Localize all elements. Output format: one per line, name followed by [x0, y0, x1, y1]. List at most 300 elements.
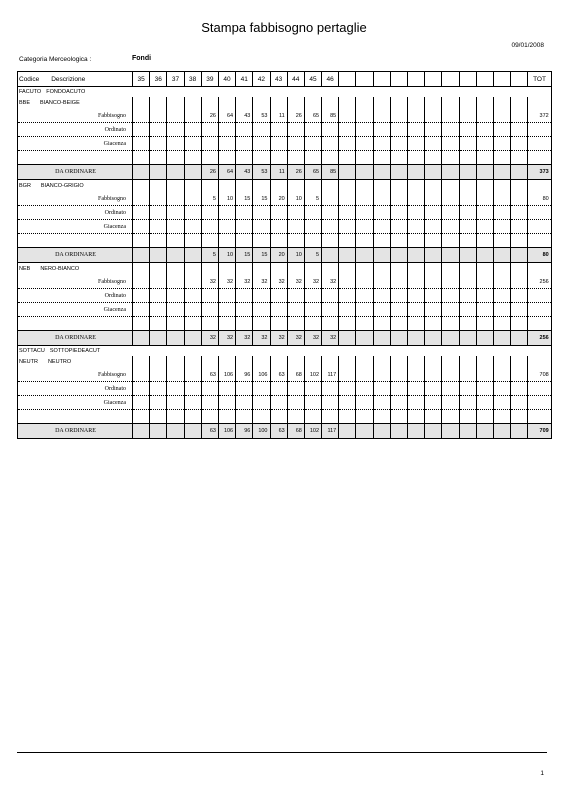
empty-size-header: [425, 72, 442, 87]
empty-cell: [408, 317, 425, 331]
empty-cell: [408, 151, 425, 165]
empty-cell: [459, 248, 476, 263]
empty-cell: [459, 137, 476, 151]
qty-cell: [287, 220, 304, 234]
qty-cell: 65: [304, 109, 321, 123]
empty-cell: [442, 382, 459, 396]
qty-cell: [270, 410, 287, 424]
empty-cell: [339, 248, 356, 263]
qty-cell: [184, 151, 201, 165]
empty-cell: [339, 368, 356, 382]
qty-cell: 32: [287, 275, 304, 289]
qty-cell: [236, 151, 253, 165]
report-date: 09/01/2008: [511, 42, 544, 49]
qty-cell: [167, 220, 184, 234]
measure-row: [18, 192, 552, 206]
empty-cell: [339, 331, 356, 346]
empty-cell: [425, 424, 442, 439]
qty-cell: 32: [218, 331, 235, 346]
qty-cell: 20: [270, 248, 287, 263]
empty-size-header: [476, 72, 493, 87]
qty-cell: [133, 151, 150, 165]
qty-cell: [150, 317, 167, 331]
empty-cell: [408, 248, 425, 263]
qty-cell: [304, 137, 321, 151]
empty-cell: [493, 165, 510, 180]
qty-cell: [270, 263, 287, 276]
empty-cell: [476, 220, 493, 234]
qty-cell: [270, 234, 287, 248]
empty-cell: [476, 289, 493, 303]
spacer-row: [18, 410, 552, 424]
empty-size-header: [373, 72, 390, 87]
empty-cell: [425, 263, 442, 276]
qty-cell: 5: [201, 248, 218, 263]
qty-cell: [167, 424, 184, 439]
empty-cell: [339, 151, 356, 165]
order-total-label: DA ORDINARE: [18, 165, 133, 180]
empty-cell: [493, 137, 510, 151]
row-total: [528, 206, 551, 220]
qty-cell: 32: [270, 275, 287, 289]
qty-cell: 32: [201, 331, 218, 346]
empty-cell: [390, 331, 407, 346]
empty-cell: [373, 180, 390, 193]
empty-cell: [339, 410, 356, 424]
empty-cell: [373, 123, 390, 137]
empty-cell: [476, 382, 493, 396]
empty-cell: [425, 317, 442, 331]
empty-cell: [476, 180, 493, 193]
empty-cell: [425, 123, 442, 137]
empty-cell: [442, 123, 459, 137]
size-header: 40: [218, 72, 235, 87]
qty-cell: [253, 137, 270, 151]
size-header: 42: [253, 72, 270, 87]
empty-cell: [373, 396, 390, 410]
empty-cell: [476, 165, 493, 180]
qty-cell: [184, 97, 201, 109]
empty-cell: [476, 234, 493, 248]
qty-cell: 96: [236, 368, 253, 382]
qty-cell: [150, 206, 167, 220]
qty-cell: 32: [322, 331, 339, 346]
empty-cell: [373, 331, 390, 346]
header-row: [18, 72, 552, 87]
spacer-label: [18, 317, 133, 331]
empty-cell: [476, 151, 493, 165]
qty-cell: [201, 234, 218, 248]
qty-cell: [304, 382, 321, 396]
empty-cell: [425, 356, 442, 368]
header-code-desc: [18, 72, 133, 87]
article-name: BIANCO-GRIGIO: [40, 183, 84, 189]
empty-cell: [339, 220, 356, 234]
empty-cell: [476, 123, 493, 137]
qty-cell: [218, 137, 235, 151]
qty-cell: [322, 303, 339, 317]
qty-cell: [167, 368, 184, 382]
qty-cell: [150, 275, 167, 289]
qty-cell: 102: [304, 424, 321, 439]
qty-cell: [270, 137, 287, 151]
qty-cell: [287, 289, 304, 303]
qty-cell: 100: [253, 424, 270, 439]
qty-cell: [270, 303, 287, 317]
spacer-label: [18, 151, 133, 165]
empty-cell: [493, 123, 510, 137]
qty-cell: [184, 382, 201, 396]
empty-cell: [373, 303, 390, 317]
qty-cell: [167, 303, 184, 317]
article-name: NEUTRO: [47, 359, 72, 365]
qty-cell: 85: [322, 109, 339, 123]
empty-cell: [511, 303, 528, 317]
qty-cell: [270, 123, 287, 137]
empty-cell: [373, 220, 390, 234]
empty-cell: [459, 192, 476, 206]
qty-cell: [287, 234, 304, 248]
qty-cell: [304, 220, 321, 234]
qty-cell: [218, 180, 235, 193]
empty-cell: [390, 368, 407, 382]
group-code: SOTTACU: [19, 348, 45, 354]
empty-cell: [356, 165, 373, 180]
qty-cell: [167, 137, 184, 151]
group-label: [18, 346, 133, 357]
category-value: Fondi: [132, 55, 152, 62]
qty-cell: [201, 303, 218, 317]
empty-cell: [425, 368, 442, 382]
size-header: 46: [322, 72, 339, 87]
qty-cell: 102: [304, 368, 321, 382]
qty-cell: [184, 396, 201, 410]
qty-cell: [184, 137, 201, 151]
empty-cell: [493, 192, 510, 206]
empty-cell: [373, 165, 390, 180]
empty-cell: [356, 331, 373, 346]
empty-cell: [442, 317, 459, 331]
qty-cell: [167, 165, 184, 180]
article-code: BGR: [19, 183, 31, 189]
empty-cell: [390, 356, 407, 368]
empty-cell: [493, 303, 510, 317]
qty-cell: [150, 263, 167, 276]
empty-cell: [356, 410, 373, 424]
empty-size-header: [339, 72, 356, 87]
qty-cell: [322, 151, 339, 165]
empty-cell: [511, 180, 528, 193]
measure-row: [18, 275, 552, 289]
empty-cell: [442, 97, 459, 109]
empty-cell: [511, 289, 528, 303]
qty-cell: 26: [201, 109, 218, 123]
empty-cell: [511, 97, 528, 109]
qty-cell: [150, 123, 167, 137]
empty-cell: [408, 192, 425, 206]
empty-cell: [408, 368, 425, 382]
row-total: [528, 180, 551, 193]
qty-cell: 53: [253, 165, 270, 180]
qty-cell: [287, 151, 304, 165]
qty-cell: [287, 382, 304, 396]
empty-cell: [459, 151, 476, 165]
empty-cell: [356, 206, 373, 220]
empty-cell: [459, 263, 476, 276]
row-total: [528, 303, 551, 317]
qty-cell: [270, 382, 287, 396]
qty-cell: [184, 206, 201, 220]
article-row: [18, 97, 552, 109]
article-code: NEUTR: [19, 359, 38, 365]
qty-cell: [253, 303, 270, 317]
qty-cell: [322, 248, 339, 263]
qty-cell: [133, 263, 150, 276]
empty-cell: [373, 368, 390, 382]
row-total: 372: [528, 109, 551, 123]
qty-cell: [133, 368, 150, 382]
order-total-row: [18, 165, 552, 180]
article-label: [18, 263, 133, 276]
qty-cell: [270, 180, 287, 193]
qty-cell: [201, 151, 218, 165]
empty-cell: [390, 97, 407, 109]
size-header: 35: [133, 72, 150, 87]
empty-cell: [408, 180, 425, 193]
spacer-row: [18, 317, 552, 331]
qty-cell: [304, 206, 321, 220]
empty-cell: [390, 206, 407, 220]
qty-cell: [218, 356, 235, 368]
measure-label: Fabbisogno: [18, 109, 133, 123]
qty-cell: [322, 192, 339, 206]
qty-cell: [184, 368, 201, 382]
empty-cell: [476, 368, 493, 382]
empty-cell: [408, 331, 425, 346]
empty-cell: [390, 317, 407, 331]
qty-cell: 10: [287, 192, 304, 206]
qty-cell: [236, 180, 253, 193]
empty-cell: [493, 368, 510, 382]
row-total: [528, 137, 551, 151]
empty-cell: [493, 263, 510, 276]
empty-cell: [442, 109, 459, 123]
qty-cell: [201, 317, 218, 331]
empty-cell: [373, 275, 390, 289]
qty-cell: [150, 192, 167, 206]
qty-cell: [322, 234, 339, 248]
empty-cell: [339, 165, 356, 180]
qty-cell: [133, 97, 150, 109]
qty-cell: [133, 289, 150, 303]
qty-cell: [133, 410, 150, 424]
qty-cell: [150, 97, 167, 109]
empty-cell: [356, 234, 373, 248]
qty-cell: [253, 234, 270, 248]
qty-cell: [150, 109, 167, 123]
empty-cell: [373, 382, 390, 396]
empty-cell: [425, 192, 442, 206]
order-total-label: DA ORDINARE: [18, 248, 133, 263]
empty-cell: [511, 137, 528, 151]
empty-cell: [408, 289, 425, 303]
qty-cell: [304, 97, 321, 109]
row-total: [528, 151, 551, 165]
empty-cell: [442, 192, 459, 206]
qty-cell: [150, 356, 167, 368]
size-header: 36: [150, 72, 167, 87]
qty-cell: [133, 234, 150, 248]
row-total: [528, 410, 551, 424]
category-filter: [19, 55, 152, 63]
qty-cell: [133, 396, 150, 410]
empty-cell: [356, 220, 373, 234]
qty-cell: [322, 220, 339, 234]
empty-cell: [356, 356, 373, 368]
qty-cell: [133, 317, 150, 331]
empty-cell: [390, 303, 407, 317]
qty-cell: [270, 289, 287, 303]
qty-cell: [133, 275, 150, 289]
empty-cell: [339, 97, 356, 109]
qty-cell: 43: [236, 109, 253, 123]
measure-label: Ordinato: [18, 289, 133, 303]
qty-cell: [133, 424, 150, 439]
empty-cell: [390, 234, 407, 248]
article-label: [18, 356, 133, 368]
qty-cell: [184, 303, 201, 317]
qty-cell: 20: [270, 192, 287, 206]
order-total-row: [18, 424, 552, 439]
qty-cell: [236, 97, 253, 109]
empty-cell: [408, 303, 425, 317]
empty-cell: [339, 263, 356, 276]
qty-cell: 43: [236, 165, 253, 180]
empty-cell: [356, 137, 373, 151]
empty-cell: [339, 424, 356, 439]
measure-label: Fabbisogno: [18, 275, 133, 289]
empty-cell: [339, 396, 356, 410]
empty-cell: [442, 180, 459, 193]
report-title: Stampa fabbisogno pertaglie: [201, 20, 367, 35]
qty-cell: [150, 289, 167, 303]
empty-cell: [425, 248, 442, 263]
qty-cell: [270, 220, 287, 234]
empty-cell: [390, 165, 407, 180]
qty-cell: [304, 263, 321, 276]
qty-cell: [322, 396, 339, 410]
qty-cell: 68: [287, 368, 304, 382]
empty-cell: [511, 234, 528, 248]
qty-cell: [253, 97, 270, 109]
empty-cell: [356, 192, 373, 206]
qty-cell: [322, 263, 339, 276]
qty-cell: [167, 192, 184, 206]
qty-cell: 53: [253, 109, 270, 123]
empty-cell: [459, 424, 476, 439]
empty-cell: [459, 206, 476, 220]
empty-cell: [390, 410, 407, 424]
qty-cell: [270, 396, 287, 410]
qty-cell: [133, 303, 150, 317]
qty-cell: [167, 206, 184, 220]
empty-cell: [493, 151, 510, 165]
qty-cell: [236, 356, 253, 368]
qty-cell: [167, 317, 184, 331]
empty-cell: [442, 424, 459, 439]
empty-cell: [373, 97, 390, 109]
empty-cell: [356, 317, 373, 331]
empty-cell: [390, 424, 407, 439]
empty-cell: [459, 275, 476, 289]
empty-size-header: [408, 72, 425, 87]
qty-cell: [304, 180, 321, 193]
empty-cell: [373, 424, 390, 439]
row-total: 256: [528, 275, 551, 289]
empty-cell: [356, 396, 373, 410]
empty-size-header: [356, 72, 373, 87]
qty-cell: [287, 410, 304, 424]
empty-cell: [339, 123, 356, 137]
empty-cell: [408, 137, 425, 151]
empty-cell: [442, 275, 459, 289]
empty-cell: [339, 356, 356, 368]
qty-cell: [236, 303, 253, 317]
empty-cell: [459, 303, 476, 317]
empty-cell: [373, 356, 390, 368]
qty-cell: [150, 303, 167, 317]
qty-cell: [167, 123, 184, 137]
empty-cell: [493, 97, 510, 109]
qty-cell: [133, 180, 150, 193]
tot-header: TOT: [528, 72, 551, 87]
qty-cell: 68: [287, 424, 304, 439]
qty-cell: [322, 289, 339, 303]
empty-cell: [442, 303, 459, 317]
empty-size-header: [511, 72, 528, 87]
qty-cell: [236, 263, 253, 276]
measure-row: [18, 368, 552, 382]
qty-cell: 63: [270, 368, 287, 382]
empty-cell: [511, 165, 528, 180]
row-total: [528, 317, 551, 331]
qty-cell: 26: [287, 109, 304, 123]
measure-row: [18, 382, 552, 396]
empty-cell: [339, 192, 356, 206]
qty-cell: 10: [218, 248, 235, 263]
qty-cell: [218, 289, 235, 303]
empty-size-header: [442, 72, 459, 87]
row-total: [528, 234, 551, 248]
measure-row: [18, 303, 552, 317]
empty-cell: [493, 356, 510, 368]
empty-cell: [442, 151, 459, 165]
qty-cell: [304, 396, 321, 410]
empty-cell: [476, 275, 493, 289]
empty-cell: [511, 356, 528, 368]
qty-cell: [236, 206, 253, 220]
qty-cell: [253, 206, 270, 220]
measure-row: [18, 206, 552, 220]
qty-cell: [133, 109, 150, 123]
empty-cell: [442, 289, 459, 303]
empty-cell: [442, 165, 459, 180]
empty-cell: [493, 275, 510, 289]
qty-cell: 64: [218, 165, 235, 180]
measure-label: Giacenza: [18, 137, 133, 151]
qty-cell: 96: [236, 424, 253, 439]
qty-cell: [150, 137, 167, 151]
